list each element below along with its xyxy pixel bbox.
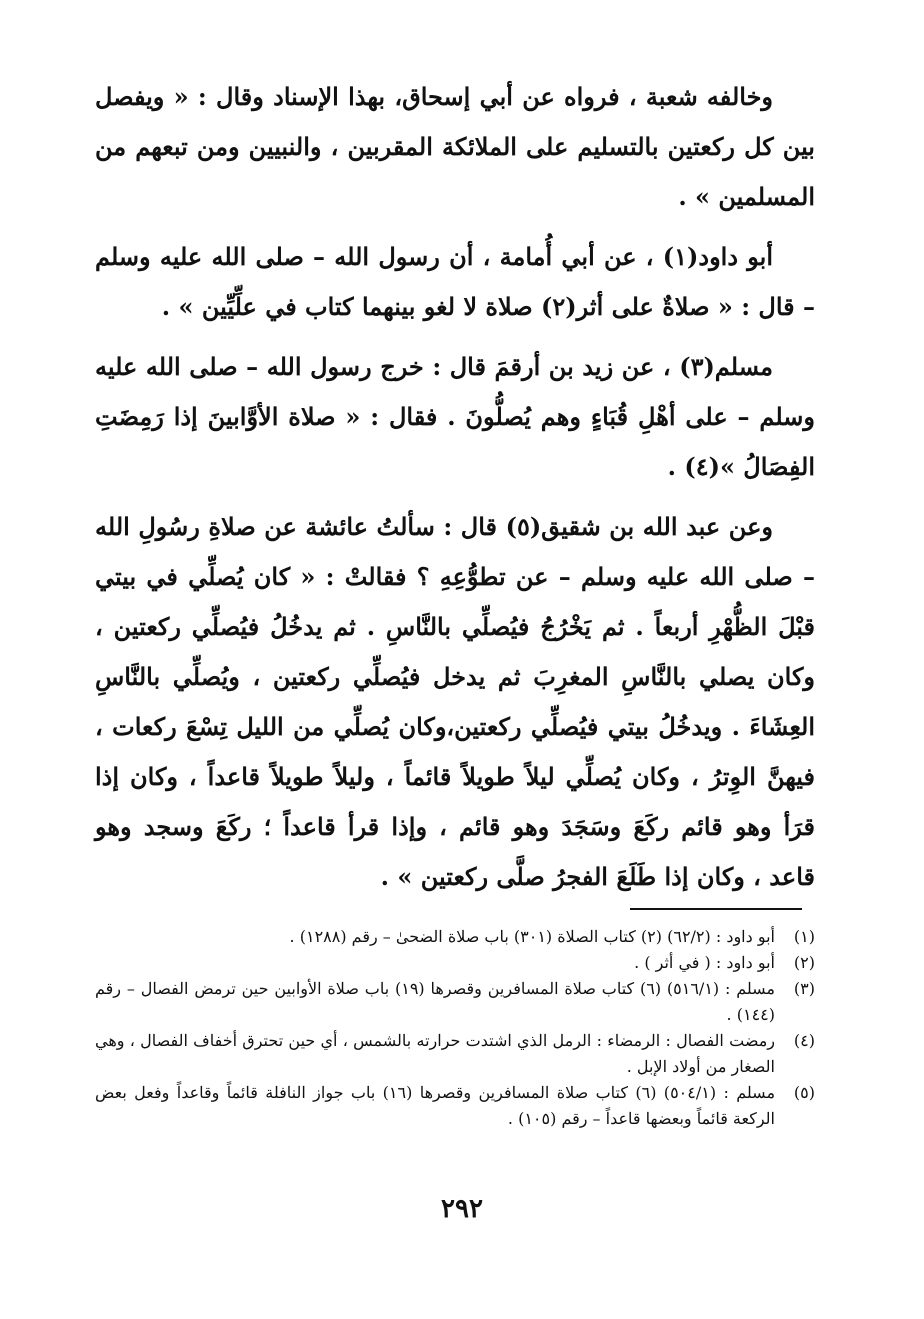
footnote-item [95,1080,815,1132]
footnote-item [95,1028,815,1080]
page-number: ٢٩٢ [441,1194,483,1224]
footnote-text: أبو داود : ( في أثر ) . [634,953,775,972]
footnote-text: مسلم : (٥١٦/١) (٦) كتاب صلاة المسافرين وقصرها (١٩) باب صلاة الأوابين حين ترمض الفصال – رقم (١٤٤) . [95,979,776,1024]
footnote-number: (٥) [793,1083,815,1102]
footnote-text: مسلم : (٥٠٤/١) (٦) كتاب صلاة المسافرين وقصرها (١٦) باب جواز النافلة قائماً وقاعداً وفعل بعض الركعة قائماً وبعضها قاعداً – رقم (١٠٥) . [95,1083,776,1128]
footnote-divider [630,908,802,910]
main-text [95,72,815,912]
footnote-number: (٢) [793,953,815,972]
footnote-item [95,924,815,950]
paragraph-aisha: وعن عبد الله بن شقيق(٥) قال : سألتُ عائشة عن صلاةِ رسُولِ الله – صلى الله عليه وسلم – عن تطوُّعِهِ ؟ فقالتْ : « كان يُصلِّي في بيتي قبْلَ الظُّهْرِ أربعاً . ثم يَخْرُجُ فيُصلِّي بالنَّاسِ . ثم يدخُلُ فيُصلِّي ركعتين ، وكان يصلي بالنَّاسِ المغرِبَ ثم يدخل فيُصلِّي ركعتين ، ويُصلِّي بالنَّاسِ العِشَاءَ . ويدخُلُ بيتي فيُصلِّي ركعتين،وكان يُصلِّي من الليل تِسْعَ ركعات ، فيهنَّ الوِترُ ، وكان يُصلِّي ليلاً طويلاً قائماً ، وليلاً طويلاً قاعداً ، وكان إذا قرَأ وهو قائم ركَعَ وسَجَدَ وهو قائم ، وإذا قرأ قاعداً ؛ ركَعَ وسجد وهو قاعد ، وكان إذا طَلَعَ الفجرُ صلَّى ركعتين » . [95,512,815,891]
footnote-text: رمضت الفصال : الرمضاء : الرمل الذي اشتدت حرارته بالشمس ، أي حين تحترق أخفاف الفصال ، وهي الصغار من أولاد الإبل . [95,1031,775,1076]
footnotes [95,924,815,1132]
footnote-item [95,950,815,976]
paragraph-abu-dawud: أبو داود(١) ، عن أبي أُمامة ، أن رسول الله – صلى الله عليه وسلم – قال : « صلاةٌ على أثر(٢) صلاة لا لغو بينهما كتاب في علِّيِّين » . [95,242,815,321]
footnote-number: (٤) [793,1031,815,1050]
footnote-number: (١) [793,927,815,946]
paragraph-muslim: مسلم(٣) ، عن زيد بن أرقمَ قال : خرج رسول الله – صلى الله عليه وسلم – على أهْلِ قُبَاءٍ وهم يُصلُّونَ . فقال : « صلاة الأوَّابينَ إذا رَمِضَتِ الفِصَالُ »(٤) . [95,352,815,481]
paragraph-shuba: وخالفه شعبة ، فرواه عن أبي إسحاق، بهذا الإسناد وقال : « ويفصل بين كل ركعتين بالتسليم على الملائكة المقربين ، والنبيين ومن تبعهم من المسلمين » . [95,82,815,211]
footnote-item [95,976,815,1028]
footnote-number: (٣) [793,979,815,998]
footnote-text: أبو داود : (٦٢/٢) (٢) كتاب الصلاة (٣٠١) باب صلاة الضحىٰ – رقم (١٢٨٨) . [289,927,775,946]
